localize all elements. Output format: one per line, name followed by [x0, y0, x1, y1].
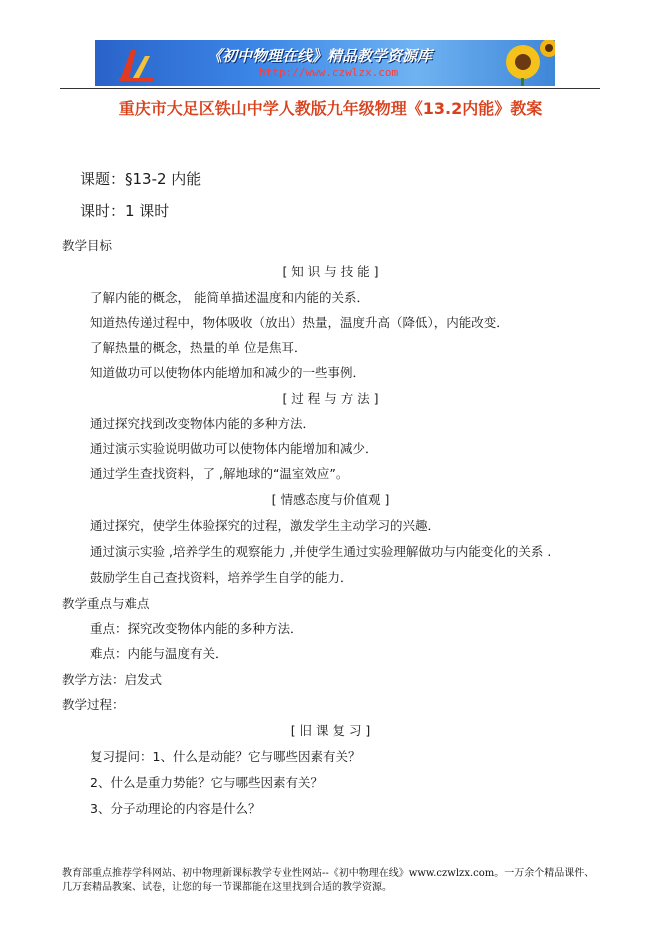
document-title: 重庆市大足区铁山中学人教版九年级物理《13.2内能》教案 — [118, 99, 543, 118]
process-method-heading: [ 过 程 与 方 法 ] — [282, 391, 379, 406]
sunflower-icon — [485, 40, 555, 86]
emotion-item: 通过演示实验 ,培养学生的观察能力 ,并使学生通过实验理解做功与内能变化的关系 . — [90, 544, 552, 559]
knowledge-item: 了解热量的概念，热量的单 位是焦耳． — [90, 340, 307, 355]
lesson-topic: 课题：§13-2 内能 — [80, 170, 202, 188]
process-item: 通过学生查找资料，了 ,解地球的“温室效应”。 — [90, 466, 349, 481]
keypoint-focus: 重点：探究改变物体内能的多种方法． — [90, 621, 303, 636]
keypoints-heading: 教学重点与难点 — [62, 596, 150, 611]
keypoint-difficulty: 难点：内能与温度有关． — [90, 646, 228, 661]
teaching-method: 教学方法：启发式 — [62, 672, 163, 687]
emotion-heading: [ 情感态度与价值观 ] — [271, 492, 390, 507]
objectives-heading: 教学目标 — [62, 238, 113, 253]
header-divider — [60, 88, 600, 89]
footer-line: 几万套精品教案、试卷，让您的每一节课都能在这里找到合适的教学资源。 — [62, 882, 392, 893]
review-question: 3、分子动理论的内容是什么？ — [90, 801, 261, 816]
knowledge-item: 了解内能的概念， 能简单描述温度和内能的关系． — [90, 290, 369, 305]
lesson-hours: 课时：1 课时 — [80, 202, 170, 220]
banner-title: 《初中物理在线》精品教学资源库 — [207, 47, 433, 65]
process-item: 通过演示实验说明做功可以使物体内能增加和减少． — [90, 441, 378, 456]
knowledge-heading: [ 知 识 与 技 能 ] — [282, 264, 379, 279]
emotion-item: 通过探究，使学生体验探究的过程，激发学生主动学习的兴趣． — [90, 518, 441, 533]
review-question: 复习提问：1、什么是动能？它与哪些因素有关？ — [90, 749, 361, 764]
knowledge-item: 知道做功可以使物体内能增加和减少的一些事例． — [90, 365, 366, 380]
review-heading: [ 旧 课 复 习 ] — [290, 723, 371, 738]
review-question: 2、什么是重力势能？它与哪些因素有关？ — [90, 775, 323, 790]
footer-line: 教育部重点推荐学科网站、初中物理新课标教学专业性网站--《初中物理在线》www.czwlzx.com。一万余个精品课件、 — [62, 868, 595, 879]
emotion-item: 鼓励学生自己查找资料，培养学生自学的能力． — [90, 570, 353, 585]
header-banner — [95, 40, 555, 86]
teaching-process-heading: 教学过程： — [62, 697, 125, 712]
knowledge-item: 知道热传递过程中，物体吸收（放出）热量，温度升高（降低），内能改变． — [90, 315, 509, 330]
process-item: 通过探究找到改变物体内能的多种方法． — [90, 416, 316, 431]
banner-url[interactable]: http://www.czwlzx.com — [259, 66, 399, 79]
site-logo-icon — [117, 46, 157, 82]
